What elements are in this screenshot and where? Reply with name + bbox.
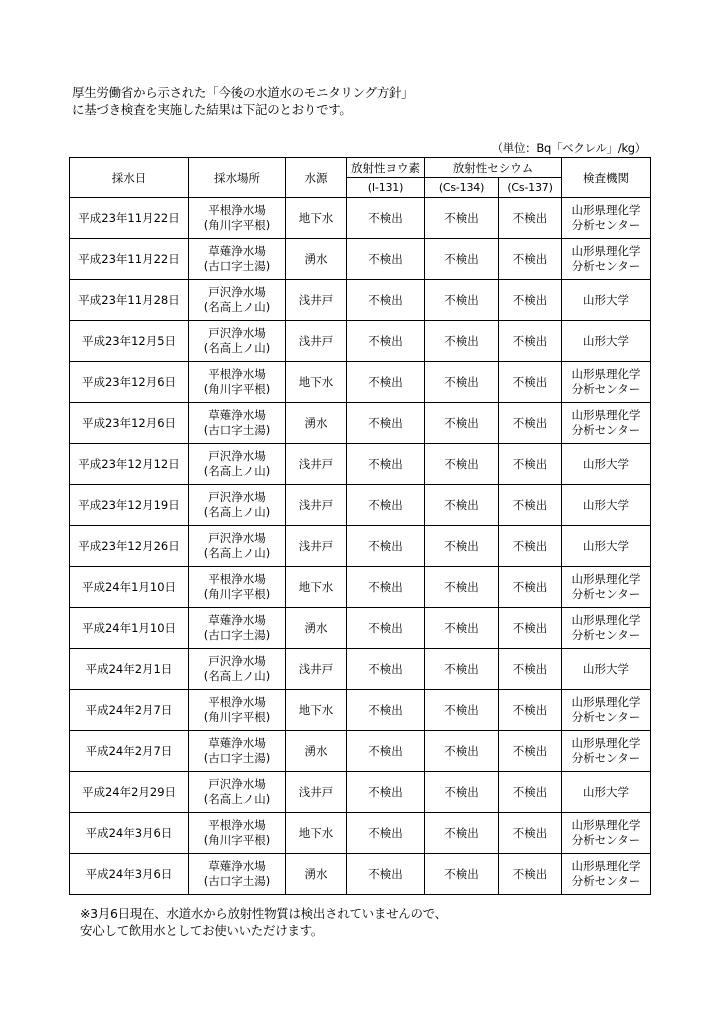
cell-location — [189, 403, 286, 444]
cell-location-line-2: (角川字平根) — [203, 587, 271, 601]
intro-line-2: に基づき検査を実施した結果は下記のとおりです。 — [72, 102, 352, 117]
header-cs137: (Cs-137) — [499, 178, 562, 198]
cell-location-line-2: (古口字土湯) — [203, 259, 271, 273]
cell-location — [189, 280, 286, 321]
table-row — [70, 444, 651, 485]
cell-location-line-1: 戸沢浄水場 — [208, 777, 266, 791]
table-row — [70, 813, 651, 854]
cell-i131: 不検出 — [347, 854, 425, 895]
cell-lab — [562, 362, 651, 403]
cell-lab-line-1: 山形県理化学 — [571, 572, 641, 586]
cell-source: 浅井戸 — [286, 649, 347, 690]
cell-source: 湧水 — [286, 731, 347, 772]
cell-cs134: 不検出 — [425, 485, 499, 526]
cell-source: 浅井戸 — [286, 321, 347, 362]
cell-cs134: 不検出 — [425, 444, 499, 485]
cell-location-line-2: (角川字平根) — [203, 218, 271, 232]
cell-date: 平成23年12月12日 — [70, 444, 189, 485]
cell-lab-line-1: 山形大学 — [583, 456, 630, 471]
cell-i131: 不検出 — [347, 526, 425, 567]
cell-date: 平成24年1月10日 — [70, 608, 189, 649]
cell-cs137: 不検出 — [499, 239, 562, 280]
cell-date: 平成24年2月29日 — [70, 772, 189, 813]
table-row — [70, 321, 651, 362]
cell-i131: 不検出 — [347, 239, 425, 280]
cell-cs137: 不検出 — [499, 362, 562, 403]
cell-date: 平成23年11月28日 — [70, 280, 189, 321]
table-row — [70, 403, 651, 444]
table-row — [70, 567, 651, 608]
cell-i131: 不検出 — [347, 649, 425, 690]
cell-cs137: 不検出 — [499, 403, 562, 444]
cell-cs137: 不検出 — [499, 485, 562, 526]
table-row — [70, 362, 651, 403]
cell-source: 地下水 — [286, 690, 347, 731]
cell-location-line-2: (古口字土湯) — [203, 423, 271, 437]
cell-lab-line-2: 分析センター — [571, 751, 641, 765]
cell-lab-line-2: 分析センター — [571, 587, 641, 601]
cell-location-line-1: 草薙浄水場 — [208, 408, 266, 422]
cell-location-line-2: (角川字平根) — [203, 382, 271, 396]
cell-i131: 不検出 — [347, 403, 425, 444]
cell-location-line-2: (名高上ノ山) — [203, 341, 271, 355]
cell-lab-line-2: 分析センター — [571, 423, 641, 437]
cell-cs137: 不検出 — [499, 854, 562, 895]
cell-location-line-2: (古口字土湯) — [203, 628, 271, 642]
unit-note: （単位：Bq「ベクレル」/kg） — [491, 141, 646, 155]
cell-cs137: 不検出 — [499, 526, 562, 567]
table-row — [70, 526, 651, 567]
cell-cs134: 不検出 — [425, 854, 499, 895]
cell-location — [189, 690, 286, 731]
cell-lab — [562, 567, 651, 608]
cell-location — [189, 813, 286, 854]
cell-location-line-1: 戸沢浄水場 — [208, 285, 266, 299]
cell-source: 浅井戸 — [286, 772, 347, 813]
cell-date: 平成23年12月6日 — [70, 403, 189, 444]
cell-location-line-2: (名高上ノ山) — [203, 792, 271, 806]
cell-location — [189, 444, 286, 485]
header-cesium: 放射性セシウム — [425, 158, 562, 178]
cell-cs134: 不検出 — [425, 567, 499, 608]
cell-date: 平成23年12月19日 — [70, 485, 189, 526]
cell-location-line-1: 平根浄水場 — [208, 572, 266, 586]
cell-location — [189, 772, 286, 813]
table-row — [70, 608, 651, 649]
cell-i131: 不検出 — [347, 362, 425, 403]
cell-lab-line-1: 山形県理化学 — [571, 203, 641, 217]
cell-lab-line-1: 山形県理化学 — [571, 818, 641, 832]
cell-lab-line-1: 山形大学 — [583, 538, 630, 553]
intro-text — [72, 84, 413, 118]
cell-lab-line-1: 山形大学 — [583, 292, 630, 307]
cell-lab-line-1: 山形大学 — [583, 784, 630, 799]
cell-i131: 不検出 — [347, 772, 425, 813]
cell-source: 湧水 — [286, 608, 347, 649]
cell-location — [189, 731, 286, 772]
cell-location-line-2: (名高上ノ山) — [203, 464, 271, 478]
cell-cs134: 不検出 — [425, 813, 499, 854]
cell-lab-line-1: 山形県理化学 — [571, 736, 641, 750]
cell-source: 地下水 — [286, 198, 347, 239]
cell-location-line-1: 平根浄水場 — [208, 695, 266, 709]
header-iodine: 放射性ヨウ素 — [347, 158, 425, 178]
cell-cs137: 不検出 — [499, 649, 562, 690]
cell-source: 浅井戸 — [286, 280, 347, 321]
cell-i131: 不検出 — [347, 444, 425, 485]
cell-source: 湧水 — [286, 239, 347, 280]
cell-cs134: 不検出 — [425, 321, 499, 362]
cell-location-line-2: (古口字土湯) — [203, 874, 271, 888]
table-row — [70, 649, 651, 690]
cell-lab — [562, 239, 651, 280]
cell-lab-line-1: 山形県理化学 — [571, 408, 641, 422]
cell-lab — [562, 690, 651, 731]
header-i131: (I-131) — [347, 178, 425, 198]
table-body — [70, 198, 651, 895]
cell-cs137: 不検出 — [499, 608, 562, 649]
cell-source: 湧水 — [286, 854, 347, 895]
cell-source: 湧水 — [286, 403, 347, 444]
cell-cs137: 不検出 — [499, 567, 562, 608]
cell-location — [189, 362, 286, 403]
cell-cs137: 不検出 — [499, 690, 562, 731]
cell-cs137: 不検出 — [499, 731, 562, 772]
table-row — [70, 280, 651, 321]
cell-location-line-2: (古口字土湯) — [203, 751, 271, 765]
cell-cs137: 不検出 — [499, 772, 562, 813]
footnote-line-1: ※3月6日現在、水道水から放射性物質は検出されていませんので、 — [80, 906, 447, 921]
cell-cs134: 不検出 — [425, 198, 499, 239]
cell-location-line-1: 平根浄水場 — [208, 203, 266, 217]
header-lab: 検査機関 — [562, 158, 651, 198]
cell-cs134: 不検出 — [425, 690, 499, 731]
footnote-line-2: 安心して飲用水としてお使いいただけます。 — [80, 923, 324, 938]
table-header — [70, 158, 651, 198]
cell-i131: 不検出 — [347, 690, 425, 731]
cell-cs137: 不検出 — [499, 444, 562, 485]
cell-location-line-1: 戸沢浄水場 — [208, 531, 266, 545]
cell-location-line-1: 草薙浄水場 — [208, 736, 266, 750]
cell-source: 浅井戸 — [286, 485, 347, 526]
cell-date: 平成23年11月22日 — [70, 198, 189, 239]
cell-date: 平成24年3月6日 — [70, 813, 189, 854]
cell-lab-line-1: 山形県理化学 — [571, 859, 641, 873]
cell-date: 平成23年11月22日 — [70, 239, 189, 280]
cell-location-line-2: (名高上ノ山) — [203, 669, 271, 683]
cell-lab — [562, 198, 651, 239]
cell-lab — [562, 772, 651, 813]
cell-source: 浅井戸 — [286, 526, 347, 567]
cell-location — [189, 567, 286, 608]
cell-source: 浅井戸 — [286, 444, 347, 485]
results-table — [69, 157, 651, 895]
cell-lab-line-1: 山形県理化学 — [571, 244, 641, 258]
cell-location-line-2: (名高上ノ山) — [203, 505, 271, 519]
cell-location-line-1: 草薙浄水場 — [208, 859, 266, 873]
cell-cs134: 不検出 — [425, 649, 499, 690]
cell-i131: 不検出 — [347, 280, 425, 321]
cell-cs137: 不検出 — [499, 813, 562, 854]
cell-cs134: 不検出 — [425, 608, 499, 649]
cell-i131: 不検出 — [347, 731, 425, 772]
cell-lab-line-1: 山形県理化学 — [571, 695, 641, 709]
cell-location-line-1: 戸沢浄水場 — [208, 490, 266, 504]
cell-location-line-1: 草薙浄水場 — [208, 613, 266, 627]
cell-lab — [562, 444, 651, 485]
cell-location-line-2: (角川字平根) — [203, 833, 271, 847]
cell-cs134: 不検出 — [425, 280, 499, 321]
cell-lab — [562, 813, 651, 854]
cell-location-line-1: 戸沢浄水場 — [208, 654, 266, 668]
cell-location — [189, 198, 286, 239]
header-date: 採水日 — [70, 158, 189, 198]
cell-date: 平成23年12月6日 — [70, 362, 189, 403]
cell-date: 平成24年2月1日 — [70, 649, 189, 690]
cell-location-line-1: 平根浄水場 — [208, 818, 266, 832]
cell-i131: 不検出 — [347, 198, 425, 239]
cell-source: 地下水 — [286, 813, 347, 854]
cell-lab-line-2: 分析センター — [571, 710, 641, 724]
cell-source: 地下水 — [286, 567, 347, 608]
table-row — [70, 854, 651, 895]
cell-location — [189, 608, 286, 649]
table-row — [70, 690, 651, 731]
cell-lab — [562, 321, 651, 362]
cell-location-line-2: (名高上ノ山) — [203, 546, 271, 560]
cell-i131: 不検出 — [347, 608, 425, 649]
table-row — [70, 239, 651, 280]
cell-lab-line-2: 分析センター — [571, 218, 641, 232]
table-row — [70, 198, 651, 239]
cell-cs134: 不検出 — [425, 403, 499, 444]
cell-date: 平成24年2月7日 — [70, 690, 189, 731]
cell-i131: 不検出 — [347, 321, 425, 362]
cell-lab — [562, 280, 651, 321]
cell-source: 地下水 — [286, 362, 347, 403]
footnote — [80, 905, 447, 939]
cell-i131: 不検出 — [347, 485, 425, 526]
cell-cs134: 不検出 — [425, 731, 499, 772]
cell-cs134: 不検出 — [425, 239, 499, 280]
cell-cs134: 不検出 — [425, 362, 499, 403]
cell-location — [189, 526, 286, 567]
cell-cs137: 不検出 — [499, 280, 562, 321]
cell-cs134: 不検出 — [425, 772, 499, 813]
cell-cs134: 不検出 — [425, 526, 499, 567]
cell-date: 平成24年2月7日 — [70, 731, 189, 772]
cell-lab — [562, 731, 651, 772]
cell-lab-line-1: 山形県理化学 — [571, 367, 641, 381]
cell-lab-line-2: 分析センター — [571, 833, 641, 847]
header-source: 水源 — [286, 158, 347, 198]
cell-lab-line-1: 山形大学 — [583, 333, 630, 348]
cell-lab — [562, 854, 651, 895]
cell-location-line-1: 草薙浄水場 — [208, 244, 266, 258]
cell-date: 平成24年3月6日 — [70, 854, 189, 895]
cell-location — [189, 485, 286, 526]
cell-lab-line-1: 山形大学 — [583, 497, 630, 512]
cell-lab-line-2: 分析センター — [571, 382, 641, 396]
cell-location — [189, 649, 286, 690]
cell-lab — [562, 608, 651, 649]
table-row — [70, 731, 651, 772]
cell-date: 平成23年12月5日 — [70, 321, 189, 362]
cell-location-line-1: 平根浄水場 — [208, 367, 266, 381]
cell-date: 平成24年1月10日 — [70, 567, 189, 608]
table-row — [70, 772, 651, 813]
cell-location-line-2: (名高上ノ山) — [203, 300, 271, 314]
cell-date: 平成23年12月26日 — [70, 526, 189, 567]
intro-line-1: 厚生労働省から示された「今後の水道水のモニタリング方針」 — [72, 85, 414, 100]
cell-lab-line-2: 分析センター — [571, 259, 641, 273]
cell-i131: 不検出 — [347, 813, 425, 854]
cell-cs137: 不検出 — [499, 198, 562, 239]
cell-location — [189, 239, 286, 280]
cell-lab — [562, 485, 651, 526]
cell-lab-line-2: 分析センター — [571, 874, 641, 888]
cell-location — [189, 854, 286, 895]
cell-location-line-1: 戸沢浄水場 — [208, 326, 266, 340]
cell-cs137: 不検出 — [499, 321, 562, 362]
cell-location-line-2: (角川字平根) — [203, 710, 271, 724]
header-cs134: (Cs-134) — [425, 178, 499, 198]
cell-lab — [562, 526, 651, 567]
cell-location-line-1: 戸沢浄水場 — [208, 449, 266, 463]
table-row — [70, 485, 651, 526]
cell-location — [189, 321, 286, 362]
header-location: 採水場所 — [189, 158, 286, 198]
cell-lab — [562, 649, 651, 690]
cell-lab-line-2: 分析センター — [571, 628, 641, 642]
cell-lab — [562, 403, 651, 444]
cell-lab-line-1: 山形大学 — [583, 661, 630, 676]
cell-i131: 不検出 — [347, 567, 425, 608]
cell-lab-line-1: 山形県理化学 — [571, 613, 641, 627]
